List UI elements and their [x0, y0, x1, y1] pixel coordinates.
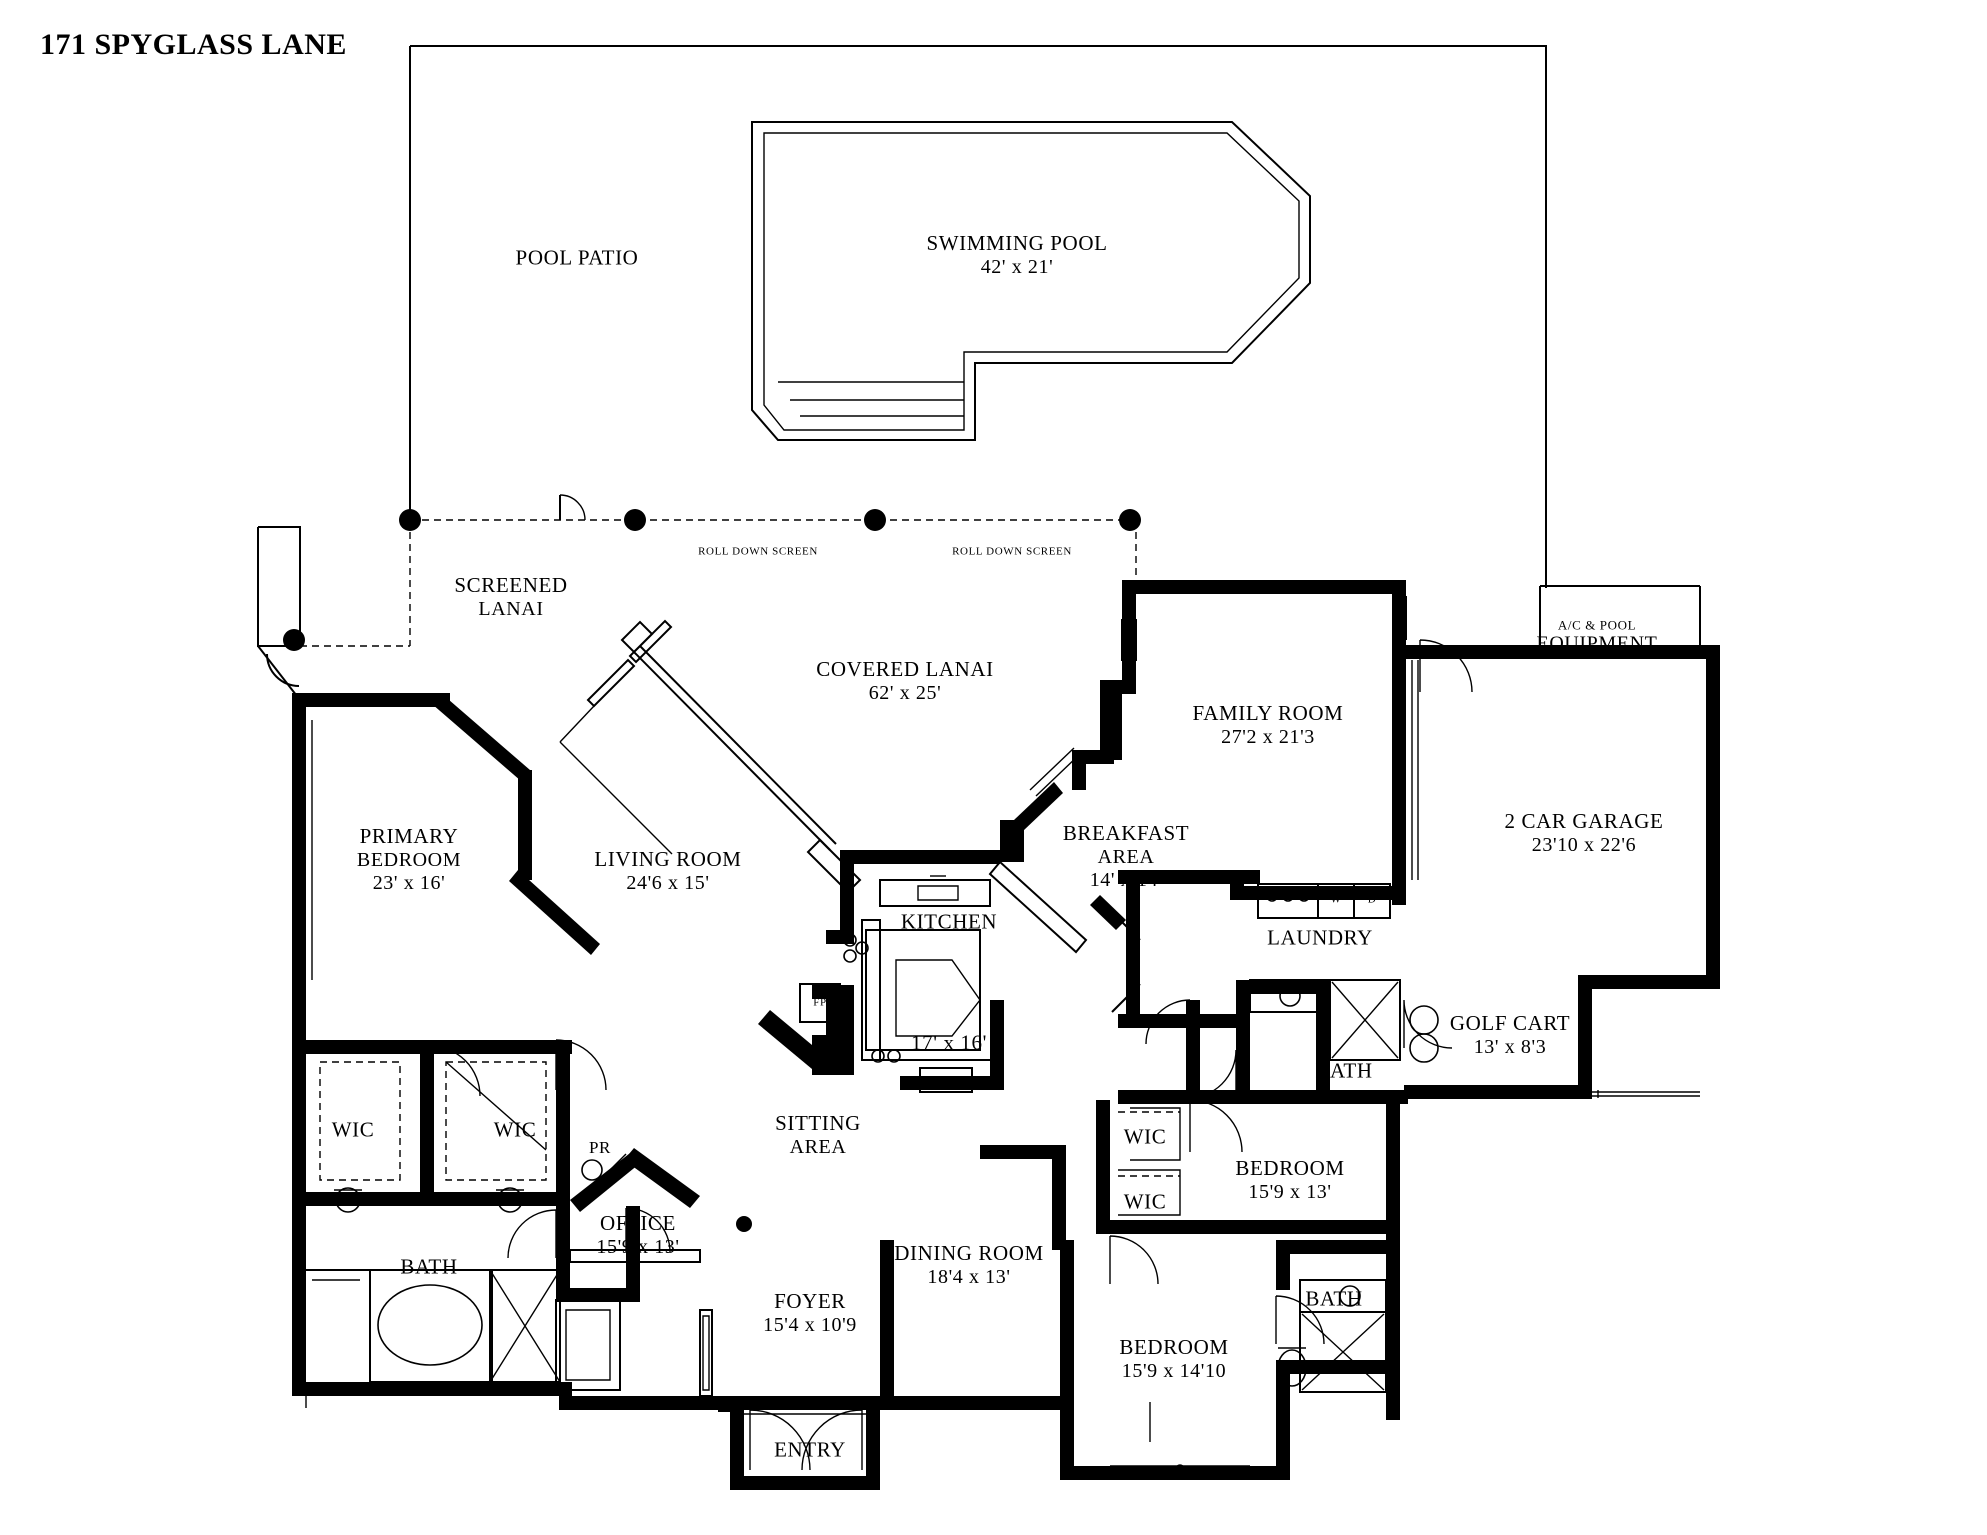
room-label-ac-pool-equipment: A/C & POOL EQUIPMENT	[1536, 617, 1658, 655]
room-label-laundry: LAUNDRY	[1267, 925, 1373, 950]
room-label-wic-bedroom2-lower: WIC	[1123, 1189, 1167, 1214]
roll-down-screen-right-label: ROLL DOWN SCREEN	[952, 545, 1072, 558]
room-label-bedroom-2: BEDROOM 15'9 x 13'	[1235, 1155, 1345, 1203]
room-label-foyer: FOYER 15'4 x 10'9	[763, 1288, 857, 1336]
room-label-wic-primary-right: WIC	[493, 1117, 537, 1142]
room-label-breakfast-area: BREAKFAST AREA 14' x 14'	[1062, 821, 1190, 892]
room-label-bath-bedroom3: BATH	[1305, 1286, 1363, 1311]
dryer-label: D	[1367, 893, 1377, 906]
room-label-golf-cart: GOLF CART 13' x 8'3	[1449, 1010, 1571, 1058]
room-label-covered-lanai: COVERED LANAI 62' x 25'	[816, 656, 994, 704]
room-label-pool-patio: POOL PATIO	[515, 245, 639, 270]
room-label-entry: ENTRY	[774, 1437, 846, 1462]
room-label-bath-golf: BATH	[1315, 1058, 1373, 1083]
room-label-wic-primary-left: WIC	[331, 1117, 375, 1142]
room-label-powder-room: PR	[589, 1137, 611, 1157]
room-label-family-room: FAMILY ROOM 27'2 x 21'3	[1192, 700, 1344, 748]
room-label-primary-bath: BATH	[400, 1254, 458, 1279]
room-label-dining-room: DINING ROOM 18'4 x 13'	[894, 1240, 1044, 1288]
room-label-sitting-area: SITTING AREA	[775, 1110, 861, 1158]
roll-down-screen-left-label: ROLL DOWN SCREEN	[698, 545, 818, 558]
room-label-primary-bedroom: PRIMARY BEDROOM 23' x 16'	[356, 824, 462, 895]
washer-label: W	[1330, 893, 1342, 906]
room-label-wic-bedroom2-upper: WIC	[1123, 1124, 1167, 1149]
refrigerator-label: R	[940, 1074, 948, 1087]
room-label-swimming-pool: SWIMMING POOL 42' x 21'	[926, 230, 1108, 278]
room-label-office: OFFICE 15'9 x 13'	[596, 1210, 680, 1258]
room-dim-kitchen: 17' x 16'	[911, 1030, 987, 1055]
room-label-screened-lanai: SCREENED LANAI	[454, 572, 568, 620]
page-title: 171 SPYGLASS LANE	[40, 28, 347, 61]
fireplace-label: FP	[813, 996, 827, 1009]
room-label-living-room: LIVING ROOM 24'6 x 15'	[594, 846, 742, 894]
room-label-kitchen: KITCHEN	[900, 909, 998, 934]
room-label-two-car-garage: 2 CAR GARAGE 23'10 x 22'6	[1504, 808, 1664, 856]
room-label-bedroom-3: BEDROOM 15'9 x 14'10	[1119, 1334, 1229, 1382]
